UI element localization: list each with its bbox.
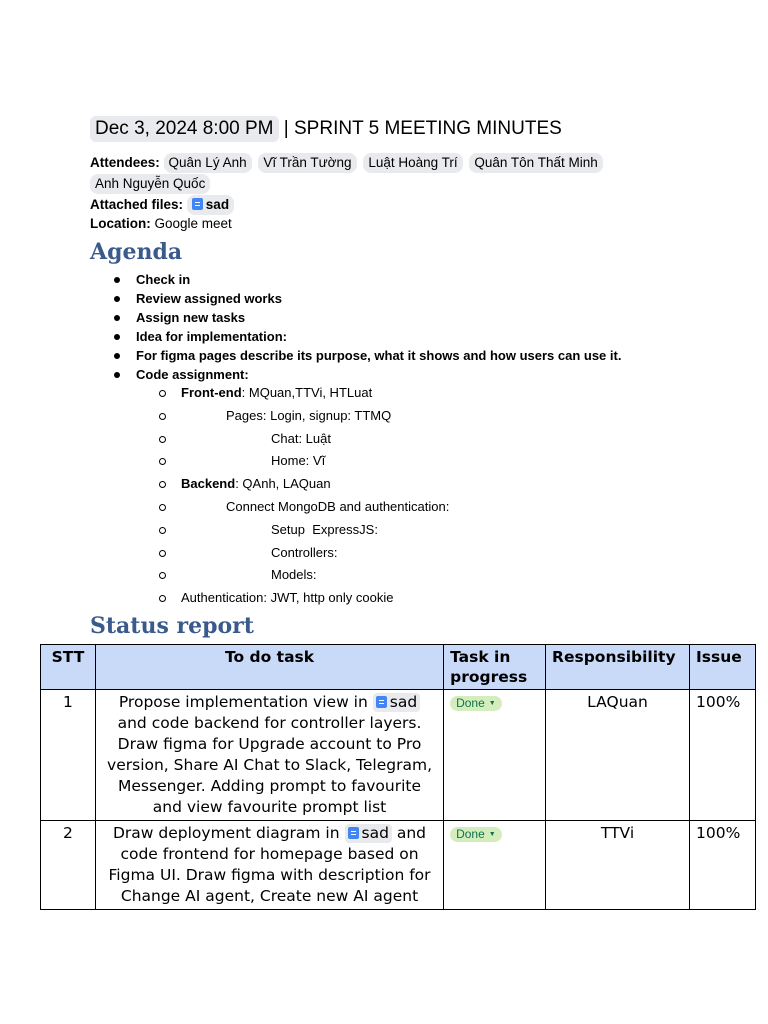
file-link-chip[interactable]: sad — [345, 824, 392, 843]
column-header: Issue — [690, 645, 756, 690]
meeting-title-row — [90, 116, 562, 142]
circle-bullet-icon — [159, 436, 166, 443]
document-icon — [192, 198, 203, 210]
task-cell: Propose implementation view in sad and code backend for controller layers. Draw figma for Upgrade account to Pro version, Share AI Chat to Slack, Telegram, Messenger. Adding prompt to favourite and view favourite prompt list — [95, 690, 443, 821]
file-link-chip[interactable]: sad — [373, 693, 420, 712]
circle-bullet-icon — [159, 550, 166, 557]
title-separator: | — [283, 118, 289, 139]
document-icon — [376, 696, 387, 708]
stt-cell: 1 — [41, 690, 96, 821]
column-header: Task in progress — [444, 645, 546, 690]
location-row — [90, 216, 232, 231]
circle-bullet-icon — [159, 413, 166, 420]
responsibility-cell: LAQuan — [546, 690, 690, 821]
attendees-label: Attendees: — [90, 155, 160, 170]
attendee-chip[interactable]: Luật Hoàng Trí — [363, 153, 462, 173]
issue-cell: 100% — [690, 690, 756, 821]
attendee-chip[interactable]: Vĩ Trần Tường — [258, 153, 356, 173]
progress-cell — [444, 821, 546, 910]
issue-cell: 100% — [690, 821, 756, 910]
progress-cell — [444, 690, 546, 821]
task-cell: Draw deployment diagram in sad and code frontend for homepage based on Figma UI. Draw figma with description for Change AI agent, Create new AI agent — [95, 821, 443, 910]
table-header-row — [41, 645, 756, 690]
bullet-icon — [114, 277, 120, 283]
chevron-down-icon: ▼ — [488, 831, 496, 838]
circle-bullet-icon — [159, 572, 166, 579]
table-row — [41, 690, 756, 821]
responsibility-cell: TTVi — [546, 821, 690, 910]
agenda-heading: Agenda — [90, 239, 183, 265]
circle-bullet-icon — [159, 595, 166, 602]
bullet-icon — [114, 334, 120, 340]
document-icon — [348, 827, 359, 839]
column-header: To do task — [95, 645, 443, 690]
status-table — [40, 644, 756, 910]
column-header: Responsibility — [546, 645, 690, 690]
bullet-icon — [114, 296, 120, 302]
circle-bullet-icon — [159, 390, 166, 397]
column-header: STT — [41, 645, 96, 690]
bullet-icon — [114, 315, 120, 321]
attached-files-label: Attached files: — [90, 197, 184, 212]
status-dropdown[interactable]: Done ▼ — [450, 827, 502, 842]
circle-bullet-icon — [159, 504, 166, 511]
attendees-row — [90, 153, 606, 173]
status-dropdown[interactable]: Done ▼ — [450, 696, 502, 711]
date-chip[interactable]: Dec 3, 2024 8:00 PM — [90, 116, 279, 142]
location-label: Location: — [90, 216, 151, 231]
meeting-title: SPRINT 5 MEETING MINUTES — [294, 118, 562, 139]
attendees-row-cont — [90, 174, 213, 194]
circle-bullet-icon — [159, 481, 166, 488]
location-value: Google meet — [154, 216, 232, 231]
table-row — [41, 821, 756, 910]
attendee-chip[interactable]: Anh Nguyễn Quốc — [90, 174, 210, 194]
status-report-heading: Status report — [90, 613, 254, 639]
bullet-icon — [114, 353, 120, 359]
attached-file-name: sad — [205, 197, 230, 212]
chevron-down-icon: ▼ — [488, 700, 496, 707]
attendee-chip[interactable]: Quân Tôn Thất Minh — [469, 153, 602, 173]
document-page: Dec 3, 2024 8:00 PM | SPRINT 5 MEETING MINUTES Attendees: Quân Lý Anh Vĩ Trần Tường Luật Hoàng Trí Quân Tôn Thất Minh Anh Nguyễn Quốc Attached files: sad Location: Google meet Agenda Check in Review assigned works Assign new tasks Idea for implementation: For figma pages describe its purpose, what it shows and how users can use it. Code assignment: Front-end: MQuan,TTVi, HTLuat Pages: Login, signup: TTMQ Chat: Luật Home: Vĩ Backend: QAnh, LAQuan Connect MongoDB and authentication: Setup ExpressJS: Controllers: Models: Authentication: JWT, http only cookie Status report STT To do task Task in progress Responsibility Issue 1 Propose implementation view in sad and code backend for controller layers. Draw figma for Upgrade account to Pro version, Share AI Chat to Slack, Telegram, Messenger. Adding prompt to favourite and view favourite prompt list Done ▼ LAQuan 100% 2 Draw deployment diagram in sad and code frontend for homepage based on Figma UI. Draw figma with description for Change AI agent, Create new AI agent Done ▼ TTVi 100% — [0, 0, 768, 1024]
stt-cell: 2 — [41, 821, 96, 910]
circle-bullet-icon — [159, 527, 166, 534]
circle-bullet-icon — [159, 458, 166, 465]
bullet-icon — [114, 372, 120, 378]
attendee-chip[interactable]: Quân Lý Anh — [164, 153, 252, 173]
attached-file-chip[interactable] — [187, 195, 234, 215]
attached-files-row — [90, 195, 237, 215]
